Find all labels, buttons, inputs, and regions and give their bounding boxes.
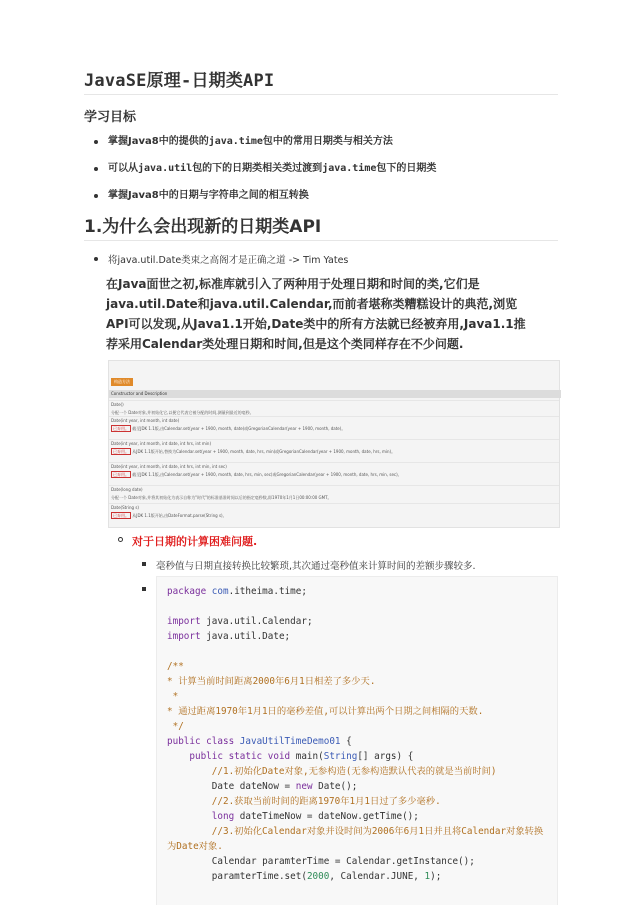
section-divider [84, 240, 558, 241]
goal-item: 可以从java.util包的下的日期类相关类过渡到java.time包下的日期类 [94, 163, 436, 190]
goals-list [94, 136, 436, 217]
constructor-row: Date() 分配一个 Date对象,并初始化它,以便它代表它被分配的时间,测量到最近的毫秒。 [109, 400, 559, 417]
quote-item: 将java.util.Date类束之高阁才是正确之道 -> Tim Yates [94, 252, 348, 266]
constructor-row: Date(int year, int month, int date, int hrs, int min) 已弃用。 从JDK 1.1版开始,替换为Calendar.set(year + 1900, month, date, hrs, min)或GregorianCalendar(year + 1900, month, date, hrs, min)。 [109, 439, 559, 456]
section-heading: 1.为什么会出现新的日期类API [84, 217, 322, 237]
constructor-row: Date(long date) 分配一个 Date对象,并将其初始化为表示自称为"时代"的标准基准时间以后的指定毫秒数,即1970年1月1日00:00:00 GMT。 [109, 485, 559, 502]
paragraph-line: 荐采用Calendar类处理日期和时间,但是这个类同样存在不少问题. [106, 337, 464, 351]
paragraph-line: 在Java面世之初,标准库就引入了两种用于处理日期和时间的类,它们是 [106, 277, 480, 291]
paragraph-line: java.util.Date和java.util.Calendar,而前者堪称类糟糕设计的典范,浏览 [106, 297, 518, 311]
constructor-row: Date(int year, int month, int date, int hrs, int min, int sec) 已弃用。 截至JDK 1.1版,由Calendar.set(year + 1900, month, date, hrs, min, sec)或GregorianCalendar(year + 1900, month, date, hrs, min, sec)。 [109, 462, 559, 479]
deprecated-badge: 已弃用。 [113, 472, 129, 477]
code-bullet [142, 587, 146, 591]
date-calc-item: 毫秒值与日期直接转换比较繁琐,其次通过毫秒值来计算时间的差额步骤较多. [142, 558, 476, 572]
deprecated-badge: 已弃用。 [113, 513, 129, 518]
deprecated-badge: 已弃用。 [113, 449, 129, 454]
constructor-tag: 构造方法 [111, 378, 133, 386]
goal-item: 掌握Java8中的日期与字符串之间的相互转换 [94, 190, 436, 217]
paragraph-line: API可以发现,从Java1.1开始,Date类中的所有方法就已经被弃用,Java1.1推 [106, 317, 526, 331]
constructor-table-header: Constructor and Description [109, 390, 561, 398]
goal-item: 掌握Java8中的提供的java.time包中的常用日期类与相关方法 [94, 136, 436, 163]
title-divider [84, 94, 558, 95]
constructor-row: Date(String s) 已弃用。 从JDK 1.1版开始,由DateFormat.parse(String s)。 [109, 503, 559, 520]
goals-heading: 学习目标 [84, 110, 137, 125]
date-calc-heading: 对于日期的计算困难问题. [118, 533, 257, 549]
page-title: JavaSE原理-日期类API [84, 71, 275, 91]
code-block [156, 576, 558, 905]
constructor-row: Date(int year, int month, int date) 已弃用。 截至JDK 1.1版,由Calendar.set(year + 1900, month, date)或GregorianCalendar(year + 1900, month, date)。 [109, 416, 559, 433]
intro-paragraph [106, 274, 558, 354]
code-text: package com.itheima.time; import java.util.Calendar; import java.util.Date; /** * 计算当前时间距离2000年6月1日相差了多少天. * * 通过距离1970年1月1日的毫秒差值,可以计算出两个日期之间相隔的天数. */ public class JavaUtilTimeDemo01 { public static void main(String[] args) { //1.初始化Date对象,无参构造(无参构造默认代表的就是当前时间) Date dateNow = new Date(); //2.获取当前时间的距离1970年1月1日过了多少毫秒. long dateTimeNow = dateNow.getTime(); //3.初始化Calendar对象并设时间为2006年6月1日并且将Calendar对象转换 为Date对象. Calendar paramterTime = Calendar.getInstance(); paramterTime.set(2000, Calendar.JUNE, 1); [167, 586, 544, 882]
javadoc-screenshot [108, 360, 560, 528]
deprecated-badge: 已弃用。 [113, 426, 129, 431]
